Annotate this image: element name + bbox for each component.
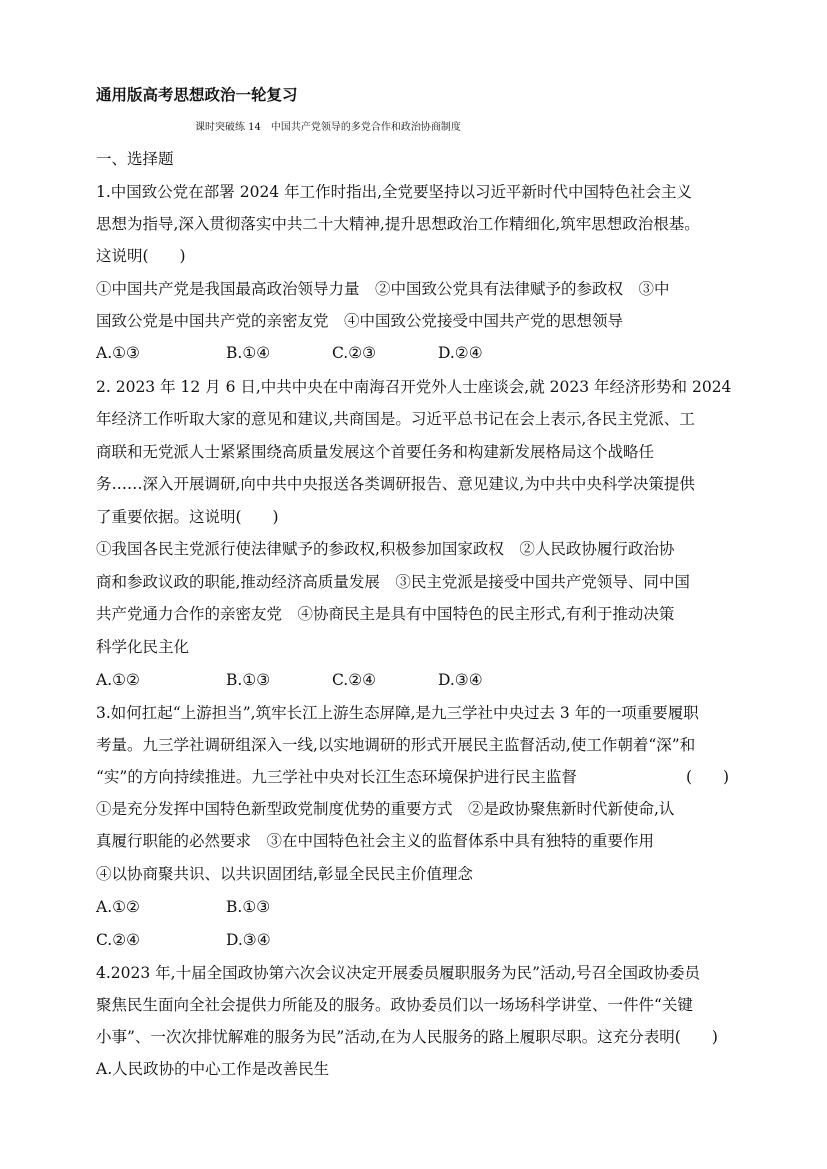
option-a[interactable]: A.人民政协的中心工作是改善民生 [96,1060,330,1078]
option-c[interactable]: C.②④ [332,671,377,689]
statement-text: 真履行职能的必然要求 ③在中国特色社会主义的监督体系中具有独特的重要作用 [96,832,655,850]
lesson-title: 课时突破练 14 中国共产党领导的多党合作和政治协商制度 [195,122,461,133]
statement-text: ①中国共产党是我国最高政治领导力量 ②中国致公党具有法律赋予的参政权 ③中 [96,280,670,298]
question-text: 这说明( ) [96,247,186,265]
question-text: 了重要依据。这说明( ) [96,508,279,526]
option-c[interactable]: C.②③ [332,344,377,362]
question-text: 3.如何扛起“上游担当”,筑牢长江上游生态屏障,是九三学社中央过去 3 年的一项重要履职 [96,704,699,722]
answer-bracket: ( ) [686,768,730,786]
question-text: 聚焦民生面向全社会提供力所能及的服务。政协委员们以一场场科学讲堂、一件件“关键 [96,996,693,1014]
statement-text: 商和参政议政的职能,推动经济高质量发展 ③民主党派是接受中国共产党领导、同中国 [96,573,690,591]
question-text: 2. 2023 年 12 月 6 日,中共中央在中南海召开党外人士座谈会,就 2023 年经济形势和 2024 [96,378,732,396]
statement-text: ①是充分发挥中国特色新型政党制度优势的重要方式 ②是政协聚焦新时代新使命,认 [96,800,675,818]
statement-text: 科学化民主化 [96,638,190,656]
option-b[interactable]: B.①④ [226,344,271,362]
section-heading: 一、选择题 [96,150,174,168]
statement-text: 共产党通力合作的亲密友党 ④协商民主是具有中国特色的民主形式,有利于推动决策 [96,605,675,623]
option-a[interactable]: A.①② [96,898,140,916]
statement-text: 国致公党是中国共产党的亲密友党 ④中国致公党接受中国共产党的思想领导 [96,312,624,330]
option-d[interactable]: D.③④ [438,671,483,689]
question-text: 商联和无党派人士紧紧围绕高质量发展这个首要任务和构建新发展格局这个战略任 [96,443,655,461]
statement-text: ①我国各民主党派行使法律赋予的参政权,积极参加国家政权 ②人民政协履行政治协 [96,540,675,558]
question-text: 小事”、一次次排忧解难的服务为民”活动,在为人民服务的路上履职尽职。这充分表明( ) [96,1028,718,1046]
course-title: 通用版高考思想政治一轮复习 [96,85,298,104]
option-c[interactable]: C.②④ [96,931,141,949]
option-b[interactable]: B.①③ [226,898,271,916]
question-text: 思想为指导,深入贯彻落实中共二十大精神,提升思想政治工作精细化,筑牢思想政治根基。 [96,215,700,233]
option-a[interactable]: A.①③ [96,344,140,362]
question-text: 1.中国致公党在部署 2024 年工作时指出,全党要坚持以习近平新时代中国特色社会主义 [96,183,693,201]
question-text: 务……深入开展调研,向中共中央报送各类调研报告、意见建议,为中共中央科学决策提供 [96,475,695,493]
question-text: 4.2023 年,十届全国政协第六次会议决定开展委员履职服务为民”活动,号召全国政协委员 [96,964,700,982]
statement-text: ④以协商聚共识、以共识固团结,彰显全民民主价值理念 [96,865,473,883]
option-d[interactable]: D.③④ [226,931,271,949]
question-text: 考量。九三学社调研组深入一线,以实地调研的形式开展民主监督活动,使工作朝着“深”和 [96,736,696,754]
option-a[interactable]: A.①② [96,671,140,689]
question-text: “实”的方向持续推进。九三学社中央对长江生态环境保护进行民主监督 [96,768,577,786]
option-b[interactable]: B.①③ [226,671,271,689]
question-text: 年经济工作听取大家的意见和建议,共商国是。习近平总书记在会上表示,各民主党派、工 [96,410,695,428]
option-d[interactable]: D.②④ [438,344,483,362]
